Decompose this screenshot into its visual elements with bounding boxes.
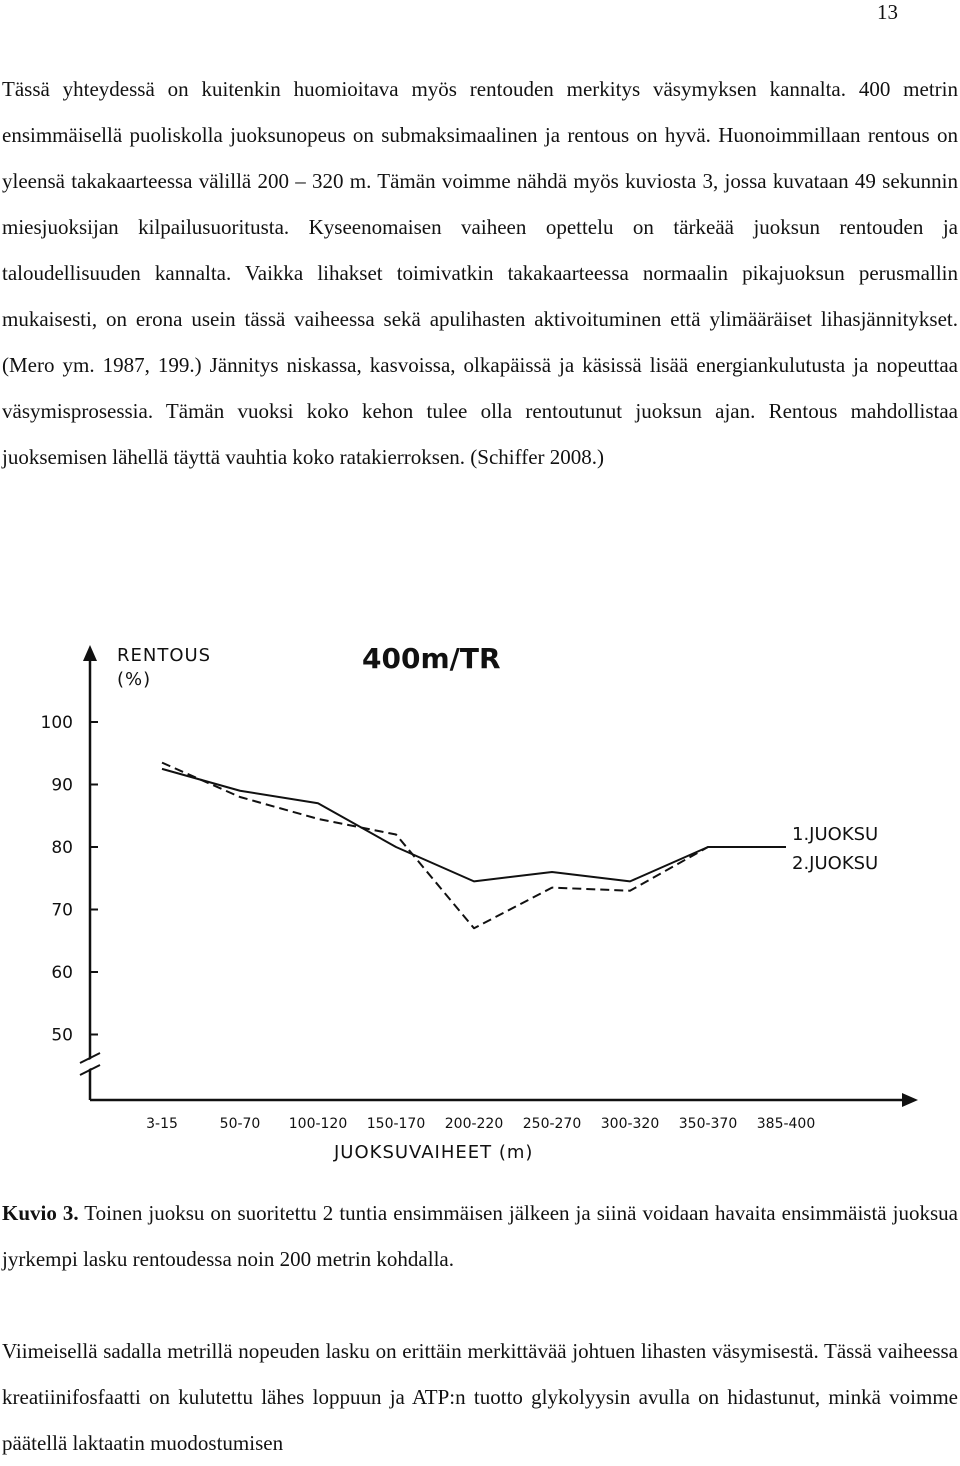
relaxation-chart (0, 625, 960, 1170)
y-tick-label: 70 (51, 900, 73, 921)
y-tick-label: 90 (51, 775, 73, 796)
x-tick-label: 385-400 (756, 1116, 816, 1132)
y-tick-label: 50 (51, 1025, 73, 1046)
x-tick-label: 100-120 (288, 1116, 348, 1132)
x-tick-label: 3-15 (146, 1116, 178, 1132)
y-tick-label: 80 (51, 838, 73, 858)
y-axis-arrowhead (83, 645, 97, 661)
x-axis-title: JUOKSUVAIHEET (m) (334, 1142, 534, 1163)
y-axis-title: RENTOUS (117, 645, 212, 666)
x-tick-label: 350-370 (678, 1116, 738, 1132)
caption-label: Kuvio 3. (2, 1201, 79, 1225)
x-tick-label: 200-220 (444, 1116, 504, 1132)
page-number: 13 (877, 0, 898, 24)
series-line-1 (162, 769, 786, 882)
legend-series-1: 1.JUOKSU (792, 824, 879, 845)
body-paragraph-2: Viimeisellä sadalla metrillä nopeuden lasku on erittäin merkittävää johtuen lihasten väsymisestä. Tässä vaiheessa kreatiinifosfaatti on kulutettu lähes loppuun ja ATP:n tuotto glykolyysin avulla on hidastunut, minkä voimme päätellä laktaatin muodostumisen (2, 1339, 958, 1455)
series-line-2 (162, 763, 786, 929)
y-axis-unit: (%) (117, 669, 152, 690)
chart-series (162, 763, 786, 929)
caption-text: Toinen juoksu on suoritettu 2 tuntia ensimmäisen jälkeen ja siinä voidaan havaita ensimmäistä juoksua jyrkempi lasku rentoudessa noin 200 metrin kohdalla. (2, 1201, 958, 1271)
x-tick-labels (146, 1116, 815, 1132)
x-tick-label: 250-270 (522, 1116, 582, 1132)
figure-caption (2, 1190, 958, 1282)
y-tick-label: 100 (40, 713, 73, 733)
y-tick-label: 60 (51, 963, 73, 983)
legend-series-2: 2.JUOKSU (792, 853, 879, 874)
chart-axes (80, 645, 918, 1107)
x-tick-label: 150-170 (366, 1116, 426, 1132)
body-paragraph-1: Tässä yhteydessä on kuitenkin huomioitava myös rentouden merkitys väsymyksen kannalta. 400 metrin ensimmäisellä puoliskolla juoksunopeus on submaksimaalinen ja rentous on hyvä. Huonoimmillaan rentous on yleensä takakaarteessa välillä 200 – 320 m. Tämän voimme nähdä myös kuviosta 3, jossa kuvataan 49 sekunnin miesjuoksijan kilpailusuoritusta. Kyseenomaisen vaiheen opettelu on tärkeää juoksun rentouden ja taloudellisuuden kannalta. Vaikka lihakset toimivatkin takakaarteessa normaalin pikajuoksun perusmallin mukaisesti, on erona usein tässä vaiheessa sekä apulihasten aktivoituminen että ylimääräiset lihasjännitykset. (Mero ym. 1987, 199.) Jännitys niskassa, kasvoissa, olkapäissä ja käsissä lisää energiankulutusta ja nopeuttaa väsymisprosessia. Tämän vuoksi koko kehon tulee olla rentoutunut juoksun ajan. Rentous mahdollistaa juoksemisen lähellä täyttä vauhtia koko ratakierroksen. (Schiffer 2008.) (2, 77, 958, 469)
x-axis-arrowhead (902, 1093, 918, 1107)
x-tick-label: 50-70 (219, 1116, 261, 1132)
x-tick-label: 300-320 (600, 1116, 660, 1132)
chart-title: 400m/TR (362, 642, 501, 675)
